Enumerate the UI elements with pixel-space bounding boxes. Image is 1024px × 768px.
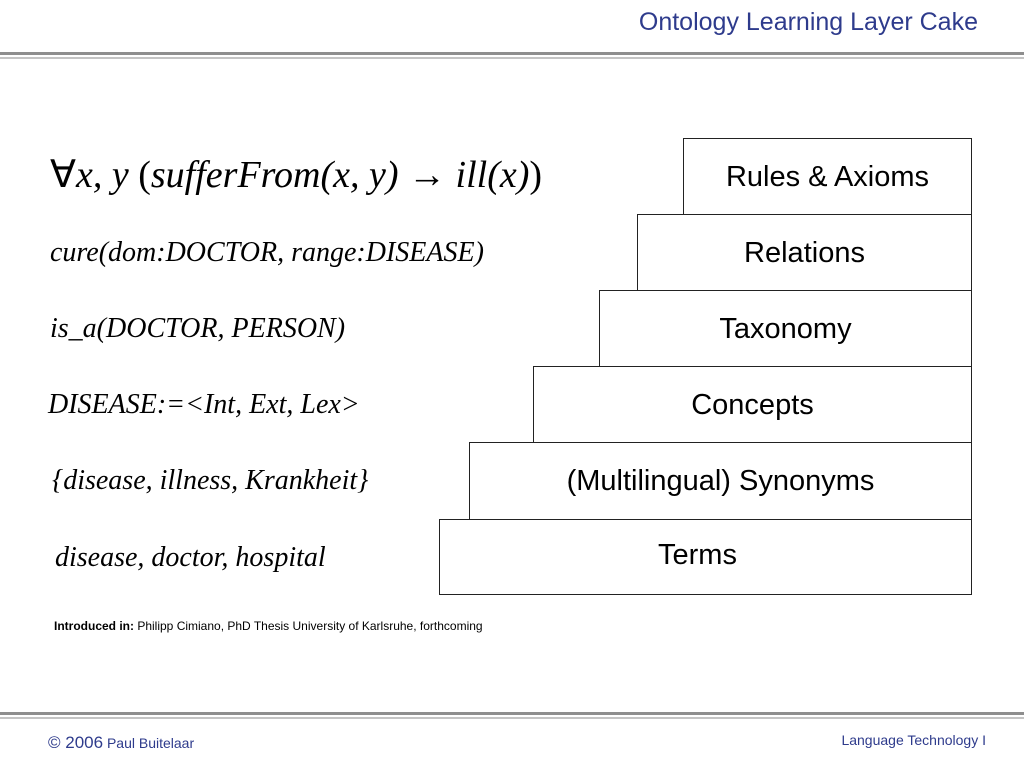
header-divider xyxy=(0,52,1024,55)
header-divider-secondary xyxy=(0,57,1024,59)
formula-close-paren: ) xyxy=(529,154,543,196)
formula-consequent: ill xyxy=(455,154,488,196)
citation-text: Philipp Cimiano, PhD Thesis University of Karlsruhe, forthcoming xyxy=(134,619,483,633)
footer-divider xyxy=(0,712,1024,715)
layer-taxonomy xyxy=(599,290,972,368)
layer-concepts xyxy=(533,366,972,444)
layer-label: Taxonomy xyxy=(719,312,852,345)
author-name: Paul Buitelaar xyxy=(103,735,195,751)
layer-label: Rules & Axioms xyxy=(725,160,930,193)
formula-args: (x, y) xyxy=(320,154,399,196)
formula-open-paren: ( xyxy=(138,154,151,196)
citation-note xyxy=(54,619,483,633)
citation-label: Introduced in: xyxy=(54,619,134,633)
layer-rules-axioms xyxy=(683,138,972,216)
example-concepts: DISEASE:=<Int, Ext, Lex> xyxy=(48,389,360,420)
example-taxonomy: is_a(DOCTOR, PERSON) xyxy=(50,313,346,344)
slide-title: Ontology Learning Layer Cake xyxy=(638,8,978,36)
formula-vars: x, y xyxy=(76,154,129,196)
layer-label: Terms xyxy=(658,538,737,571)
footer-divider-secondary xyxy=(0,717,1024,719)
layer-relations xyxy=(637,214,972,292)
layer-label: (Multilingual) Synonyms xyxy=(566,465,875,497)
example-synonyms: {disease, illness, Krankheit} xyxy=(52,465,369,496)
example-relations: cure(dom:DOCTOR, range:DISEASE) xyxy=(50,237,484,268)
copyright-year: © 2006 xyxy=(48,733,104,752)
formula-predicate: sufferFrom xyxy=(150,154,321,196)
forall-symbol: ∀ xyxy=(50,154,76,196)
example-terms: disease, doctor, hospital xyxy=(55,542,326,573)
footer-course: Language Technology I xyxy=(841,732,986,748)
layer-label: Concepts xyxy=(691,388,814,421)
layer-synonyms xyxy=(469,442,972,521)
footer-copyright xyxy=(48,733,194,753)
implies-arrow: → xyxy=(408,154,447,196)
rules-formula xyxy=(50,152,542,197)
formula-consequent-args: (x) xyxy=(487,154,530,196)
layer-terms xyxy=(439,519,972,595)
layer-label: Relations xyxy=(744,236,865,269)
